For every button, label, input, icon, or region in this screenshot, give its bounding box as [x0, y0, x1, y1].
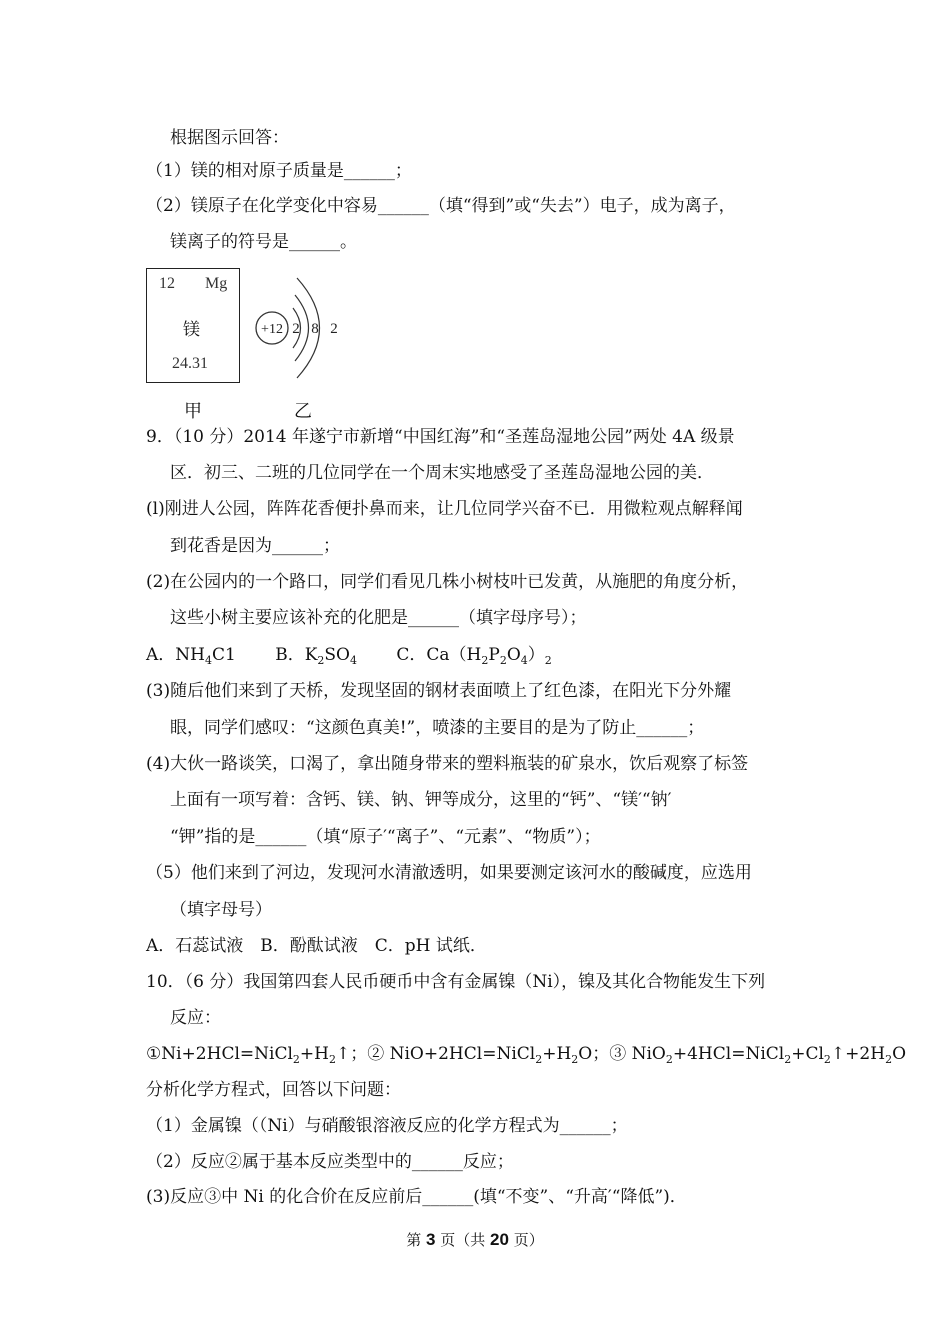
shell-count-2: 8: [311, 321, 319, 337]
text-line: （2）反应②属于基本反应类型中的______反应；: [146, 1152, 514, 1172]
element-card: [146, 268, 240, 383]
text-line: （填字母号）: [170, 900, 272, 920]
footer-prefix: 第: [406, 1231, 427, 1249]
text-line: 反应：: [170, 1008, 221, 1028]
text-line: （1）镁的相对原子质量是______；: [146, 161, 412, 181]
text-line: （1）金属镍（（Ni）与硝酸银溶液反应的化学方程式为______；: [146, 1116, 628, 1136]
text-line: 9．（10 分）2014 年遂宁市新增“中国红海”和“圣莲岛湿地公园”两处 4A 级景: [146, 427, 735, 447]
text-line: $①Ni+2HCl=NiCl_2+H_2↑$；② $NiO+2HCl=NiCl_2+H_2O$；③ $NiO_2+4HCl=NiCl_2+Cl_2↑+2H_2O$: [146, 1044, 906, 1066]
figure-label-jia: 甲: [184, 401, 202, 422]
shell-count-1: 2: [292, 321, 300, 337]
text-line: (2)在公园内的一个路口，同学们看见几株小树枝叶已发黄，从施肥的角度分析，: [146, 572, 749, 592]
figure-label-yi: 乙: [294, 401, 312, 422]
text-line: 根据图示回答：: [170, 128, 289, 148]
page-footer: [0, 1229, 950, 1250]
text-line: 这些小树主要应该补充的化肥是______（填字母序号）；: [170, 608, 587, 628]
nucleus-charge: +12: [261, 322, 283, 337]
text-line: A．$NH_4C1$ B．$K_2SO_4$ C．$Ca(H_2P_2O_4)_2$: [146, 645, 552, 667]
text-line: （2）镁原子在化学变化中容易______（填“得到”或“失去”）电子，成为离子，: [146, 196, 736, 216]
text-line: 分析化学方程式，回答以下问题：: [146, 1080, 401, 1100]
text-line: A．石蕊试液 B．酚酞试液 C．pH 试纸．: [146, 936, 487, 956]
text-line: 区．初三、二班的几位同学在一个周末实地感受了圣莲岛湿地公园的美．: [170, 463, 714, 483]
element-symbol: Mg: [205, 275, 228, 292]
element-name: 镁: [183, 320, 200, 340]
atomic-number: 12: [159, 275, 175, 292]
footer-page-number: 3: [426, 1230, 436, 1249]
atom-structure-diagram: [250, 268, 360, 386]
atomic-mass: 24.31: [172, 355, 208, 372]
footer-total-pages: 20: [490, 1230, 509, 1249]
text-line: (3)随后他们来到了天桥，发现坚固的钢材表面喷上了红色漆，在阳光下分外耀: [146, 681, 732, 701]
text-line: 10．（6 分）我国第四套人民币硬币中含有金属镍（Ni），镍及其化合物能发生下列: [146, 972, 766, 992]
text-line: 眼，同学们感叹：“这颜色真美!”，喷漆的主要目的是为了防止______；: [170, 718, 705, 738]
text-line: (4)大伙一路谈笑，口渴了，拿出随身带来的塑料瓶装的矿泉水，饮后观察了标签: [146, 754, 749, 774]
text-line: （5）他们来到了河边，发现河水清澈透明，如果要测定该河水的酸碱度，应选用: [146, 863, 752, 883]
footer-suffix: 页）: [508, 1231, 544, 1249]
text-line: (l)刚进人公园，阵阵花香便扑鼻而来，让几位同学兴奋不已．用微粒观点解释闻: [146, 499, 743, 519]
shell-count-3: 2: [330, 321, 338, 337]
footer-middle: 页（共: [435, 1231, 491, 1249]
text-line: 到花香是因为______；: [170, 536, 340, 556]
text-line: 镁离子的符号是______。: [170, 232, 357, 252]
text-line: 上面有一项写着：含钙、镁、钠、钾等成分，这里的“钙”、“镁′“钠′: [170, 790, 672, 810]
text-line: (3)反应③中 Ni 的化合价在反应前后______(填“不变”、“升高′“降低”)．: [146, 1187, 687, 1207]
text-line: “钾”指的是______（填“原子′“离子”、“元素”、“物质”）；: [170, 827, 601, 847]
